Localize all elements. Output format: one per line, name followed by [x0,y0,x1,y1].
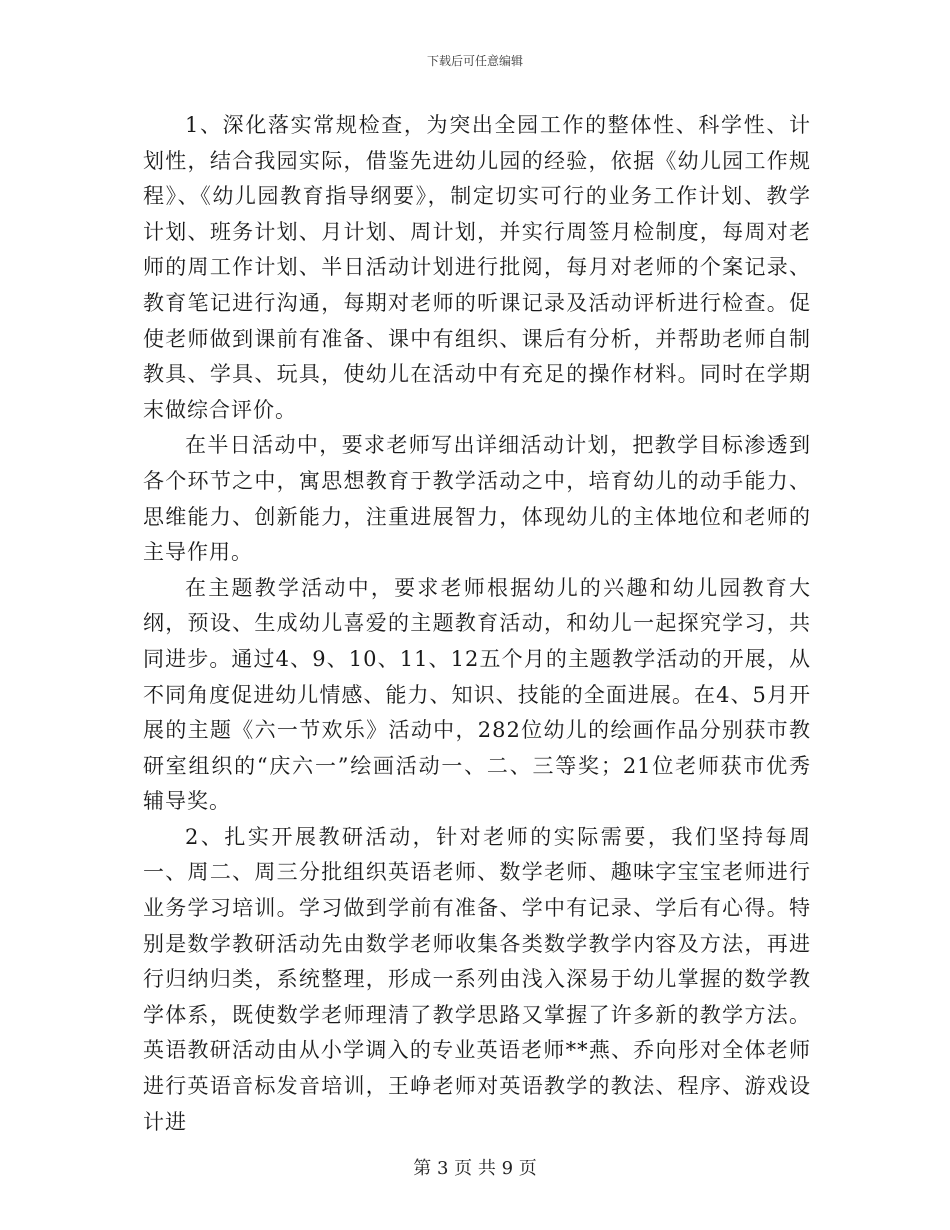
paragraph: 在半日活动中，要求老师写出详细活动计划，把教学目标渗透到各个环节之中，寓思想教育于教学活动之中，培育幼儿的动手能力、思维能力、创新能力，注重进展智力，体现幼儿的主体地位和老师的主导作用。 [143,433,811,565]
page-header: 下载后可任意编辑 [426,54,523,68]
paragraph: 2、扎实开展教研活动，针对老师的实际需要，我们坚持每周一、周二、周三分批组织英语老师、数学老师、趣味字宝宝老师进行业务学习培训。学习做到学前有准备、学中有记录、学后有心得。特别是数学教研活动先由数学老师收集各类数学教学内容及方法，再进行归纳归类，系统整理，形成一系列由浅入深易于幼儿掌握的数学教学体系，既使数学老师理清了教学思路又掌握了许多新的教学方法。英语教研活动由从小学调入的专业英语老师**燕、乔向彤对全体老师进行英语音标发音培训，王峥老师对英语教学的教法、程序、游戏设计进 [143,824,811,1134]
paragraph: 在主题教学活动中，要求老师根据幼儿的兴趣和幼儿园教育大纲，预设、生成幼儿喜爱的主题教育活动，和幼儿一起探究学习，共同进步。通过4、9、10、11、12五个月的主题教学活动的开展，从不同角度促进幼儿情感、能力、知识、技能的全面进展。在4、5月开展的主题《六一节欢乐》活动中，282位幼儿的绘画作品分别获市教研室组织的“庆六一”绘画活动一、二、三等奖；21位老师获市优秀辅导奖。 [143,575,811,814]
paragraph: 1、深化落实常规检查，为突出全园工作的整体性、科学性、计划性，结合我园实际，借鉴先进幼儿园的经验，依据《幼儿园工作规程》、《幼儿园教育指导纲要》，制定切实可行的业务工作计划、教学计划、班务计划、月计划、周计划，并实行周签月检制度，每周对老师的周工作计划、半日活动计划进行批阅，每月对老师的个案记录、教育笔记进行沟通，每期对老师的听课记录及活动评析进行检查。促使老师做到课前有准备、课中有组织、课后有分析，并帮助老师自制教具、学具、玩具，使幼儿在活动中有充足的操作材料。同时在学期末做综合评价。 [143,113,811,422]
document-body [143,108,811,1140]
page-footer: 第 3 页 共 9 页 [413,1158,537,1179]
